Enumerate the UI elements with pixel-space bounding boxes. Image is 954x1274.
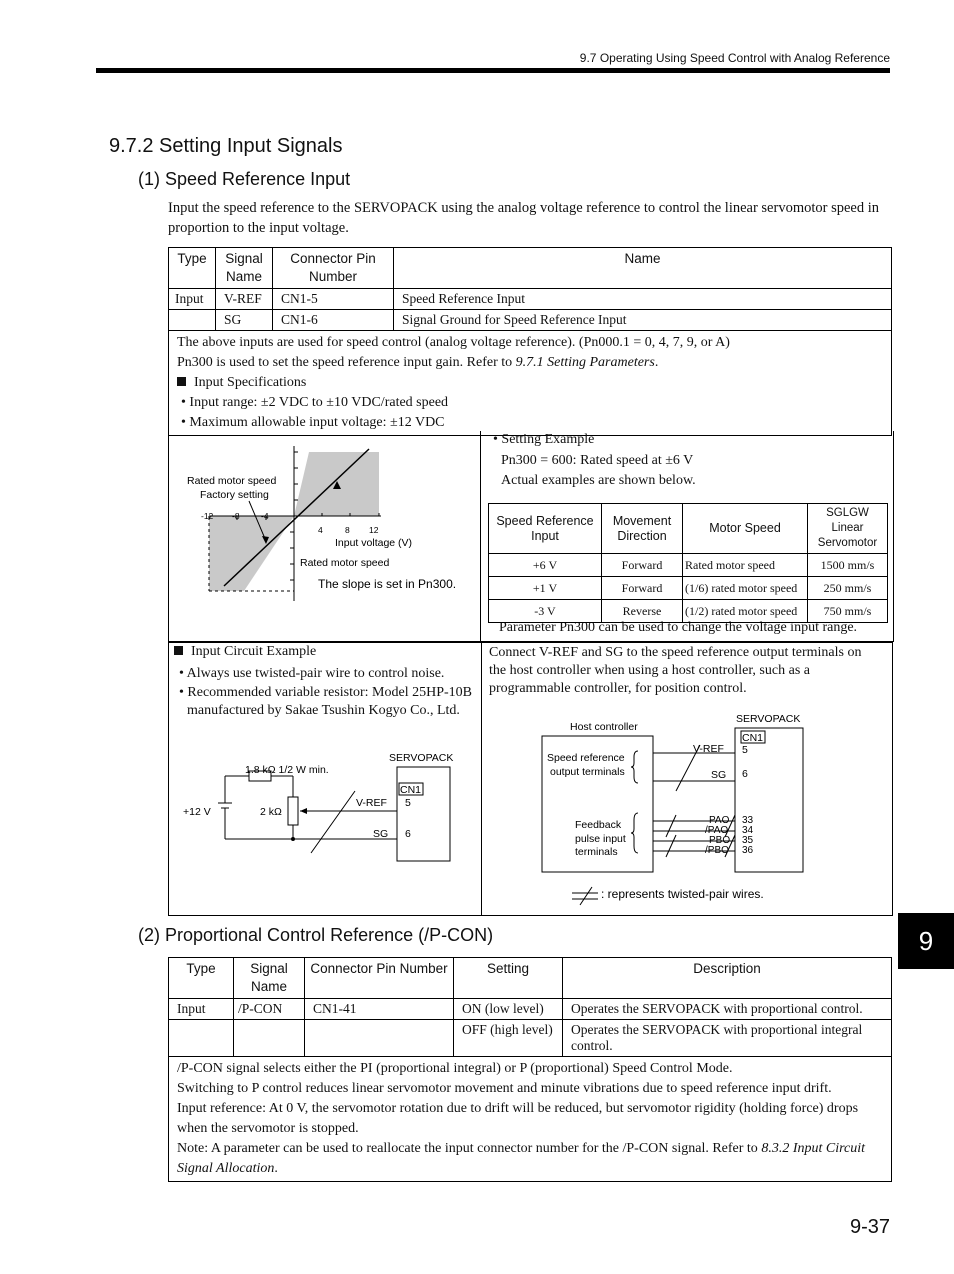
setting-example-table: [488, 503, 888, 623]
speed-reference-signal-table: [168, 247, 892, 436]
col-name: Name: [394, 248, 892, 289]
vref-label: V-REF: [693, 743, 724, 755]
label-factory-setting: Factory setting: [200, 489, 269, 501]
tick-label: -4: [261, 511, 269, 521]
cell-type: [169, 1020, 234, 1057]
feedback-terminal-label: terminals: [575, 846, 618, 858]
speed-reference-graph-panel: [168, 431, 481, 642]
pulse-signal-label: PBO: [709, 835, 731, 846]
col-connector-pin: Connector Pin Number: [305, 958, 454, 999]
col-type: Type: [169, 248, 216, 289]
col-sglgw: SGLGW Linear Servomotor: [808, 504, 888, 554]
adjust-range-lower-shade: [209, 516, 294, 591]
spec-item: • Maximum allowable input voltage: ±12 VDC: [181, 415, 445, 430]
tick-label: -8: [232, 511, 240, 521]
cell-sglgw: 1500 mm/s: [808, 554, 888, 577]
slope-note: The slope is set in Pn300.: [318, 577, 457, 591]
junction-dot: [291, 837, 295, 841]
setting-example-footnote: Parameter Pn300 can be used to change the voltage input range.: [499, 620, 858, 635]
setting-example-line: Pn300 = 600: Rated speed at ±6 V: [501, 453, 694, 468]
speed-reference-graph: [169, 431, 481, 641]
pulse-pin-label: 36: [742, 845, 754, 856]
col-motor-speed: Motor Speed: [683, 504, 808, 554]
twisted-pair-mark: [666, 815, 676, 837]
note-line: Switching to P control reduces linear servomotor movement and minute vibrations due to speed reference input drift.: [177, 1081, 832, 1096]
potentiometer-2k: [288, 797, 298, 825]
cell-signal: /P-CON: [234, 999, 305, 1020]
cell-signal: [234, 1020, 305, 1057]
label-rated-speed-bottom: Rated motor speed: [300, 557, 390, 569]
pulse-signal-label: /PBO: [705, 845, 729, 856]
pin-6-label: 6: [742, 768, 748, 780]
cell-direction: Forward: [602, 577, 683, 600]
servopack-box: [397, 767, 450, 861]
tick-label: -12: [201, 511, 214, 521]
cell-type: Input: [169, 999, 234, 1020]
col-signal-name: Signal Name: [234, 958, 305, 999]
twisted-pair-legend: : represents twisted-pair wires.: [601, 887, 764, 901]
input-circuit-heading-text: Input Circuit Example: [191, 644, 317, 659]
cell-sglgw: 250 mm/s: [808, 577, 888, 600]
supply-label: +12 V: [183, 806, 211, 818]
cell-name: Speed Reference Input: [394, 289, 892, 310]
pulse-pin-label: 35: [742, 835, 754, 846]
speed-ref-terminal-label: output terminals: [550, 766, 625, 778]
cell-signal: SG: [216, 310, 273, 331]
pcon-notes: [169, 1057, 892, 1182]
sg-label: SG: [373, 828, 389, 840]
feedback-terminal-label: pulse input: [575, 833, 626, 845]
speed-ref-terminal-label: Speed reference: [547, 752, 625, 764]
header-rule: [96, 68, 890, 73]
cell-type: [169, 310, 216, 331]
legend-slash: [580, 887, 592, 905]
subsection-title-speed-reference: (1) Speed Reference Input: [138, 169, 351, 189]
servopack-label: SERVOPACK: [736, 713, 801, 725]
pin-5-label: 5: [405, 797, 411, 809]
vref-label: V-REF: [356, 797, 387, 809]
pin-6-label: 6: [405, 828, 411, 840]
cell-input: +6 V: [489, 554, 602, 577]
table-row: [169, 289, 892, 310]
spec-item: • Input range: ±2 VDC to ±10 VDC/rated speed: [181, 395, 449, 410]
pin-5-label: 5: [742, 744, 748, 756]
running-header: 9.7 Operating Using Speed Control with Analog Reference: [579, 51, 890, 65]
cross-reference-link[interactable]: 9.7.1 Setting Parameters: [515, 355, 655, 370]
servopack-label: SERVOPACK: [389, 752, 454, 764]
resistor-2-label: 2 kΩ: [260, 806, 282, 818]
note-text: .: [654, 355, 659, 370]
tick-label: 8: [345, 525, 350, 535]
section-title: 9.7.2 Setting Input Signals: [109, 135, 343, 157]
cell-description: Operates the SERVOPACK with proportional control.: [563, 999, 892, 1020]
cell-direction: Reverse: [602, 600, 683, 623]
cell-pin: CN1-6: [273, 310, 394, 331]
col-type: Type: [169, 958, 234, 999]
table-row: [489, 577, 888, 600]
subsection-title-pcon: (2) Proportional Control Reference (/P-CON): [138, 925, 494, 945]
resistor-1-label: 1.8 kΩ 1/2 W min.: [245, 764, 329, 776]
pulse-pin-label: 33: [742, 815, 754, 826]
setting-example-heading: • Setting Example: [493, 432, 595, 447]
cell-name: Signal Ground for Speed Reference Input: [394, 310, 892, 331]
table-row: [169, 1020, 892, 1057]
wiper-arrow: [300, 808, 307, 814]
twisted-pair-mark: [311, 791, 355, 853]
col-setting: Setting: [454, 958, 563, 999]
cell-pin: CN1-5: [273, 289, 394, 310]
circuit-item: • Recommended variable resistor: Model 25HP-10B manufactured by Sakae Tsushin Kogyo Co., Ltd.: [179, 685, 473, 718]
sg-label: SG: [711, 769, 727, 781]
note-line: Input reference: At 0 V, the servomotor rotation due to drift will be reduced, but servomotor rigidity (holding force) drops when the servomotor is stopped.: [177, 1101, 859, 1136]
host-controller-panel: [480, 641, 893, 916]
cell-setting: OFF (high level): [454, 1020, 563, 1057]
col-description: Description: [563, 958, 892, 999]
tick-label: 12: [369, 525, 379, 535]
cell-direction: Forward: [602, 554, 683, 577]
bracket: [631, 751, 638, 783]
page-number: 9-37: [849, 1216, 890, 1238]
intro-paragraph: Input the speed reference to the SERVOPACK using the analog voltage reference to control the linear servomotor speed in proportion to the input voltage.: [168, 200, 880, 236]
cell-sglgw: 750 mm/s: [808, 600, 888, 623]
table-row: [169, 310, 892, 331]
col-movement-direction: Movement Direction: [602, 504, 683, 554]
cell-input: -3 V: [489, 600, 602, 623]
pcon-signal-table: [168, 957, 892, 1182]
note-text: Pn300 is used to set the speed reference input gain. Refer to: [177, 355, 516, 370]
input-spec-heading-text: Input Specifications: [194, 375, 307, 390]
cell-speed: Rated motor speed: [683, 554, 808, 577]
pulse-pin-label: 34: [742, 825, 754, 836]
col-connector-pin: Connector Pin Number: [273, 248, 394, 289]
host-connection-text: Connect V-REF and SG to the speed reference output terminals on the host controller when using a host controller, such as a programmable controller, for position control.: [489, 645, 862, 696]
cell-pin: CN1-41: [305, 999, 454, 1020]
input-circuit-panel: [168, 641, 482, 916]
cell-pin: [305, 1020, 454, 1057]
feedback-terminal-label: Feedback: [575, 819, 622, 831]
table-row: [169, 999, 892, 1020]
cell-speed: (1/6) rated motor speed: [683, 577, 808, 600]
cell-description: Operates the SERVOPACK with proportional integral control.: [563, 1020, 892, 1057]
cell-input: +1 V: [489, 577, 602, 600]
setting-example-line: Actual examples are shown below.: [501, 473, 696, 488]
pulse-signal-label: PAO: [709, 815, 730, 826]
cell-speed: (1/2) rated motor speed: [683, 600, 808, 623]
cell-signal: V-REF: [216, 289, 273, 310]
note-line: [177, 1139, 883, 1179]
tick-label: 4: [318, 525, 323, 535]
table-row: [489, 600, 888, 623]
x-axis-label: Input voltage (V): [335, 537, 413, 549]
bracket: [631, 813, 638, 853]
label-rated-speed-top: Rated motor speed: [187, 475, 277, 487]
circuit-item: • Always use twisted-pair wire to control noise.: [179, 666, 445, 681]
note-line: The above inputs are used for speed control (analog voltage reference). (Pn000.1 = 0, 4, 7, 9, or A): [177, 335, 730, 350]
note-text: Note: A parameter can be used to reallocate the input connector number for the /P-CON signal. Refer to: [177, 1141, 762, 1156]
table-row: [489, 554, 888, 577]
input-circuit-diagram: [169, 643, 481, 915]
note-text: .: [274, 1161, 278, 1176]
input-spec-heading: [177, 373, 883, 393]
note-line: [177, 353, 883, 373]
note-line: /P-CON signal selects either the PI (proportional integral) or P (proportional) Speed Control Mode.: [177, 1061, 733, 1076]
chapter-tab[interactable]: 9: [898, 913, 954, 969]
cell-setting: ON (low level): [454, 999, 563, 1020]
col-signal-name: Signal Name: [216, 248, 273, 289]
twisted-pair-mark: [666, 835, 676, 857]
cn1-label: CN1: [400, 784, 422, 796]
col-speed-ref-input: Speed Reference Input: [489, 504, 602, 554]
host-connection-diagram: [480, 643, 892, 915]
cn1-label: CN1: [742, 732, 764, 744]
host-controller-label: Host controller: [570, 721, 638, 733]
cross-reference-link[interactable]: 8.3.2 Input Circuit Signal Allocation: [177, 1141, 866, 1176]
speed-ref-notes: [169, 331, 892, 436]
pulse-signal-label: /PAO: [705, 825, 729, 836]
cell-type: Input: [169, 289, 216, 310]
